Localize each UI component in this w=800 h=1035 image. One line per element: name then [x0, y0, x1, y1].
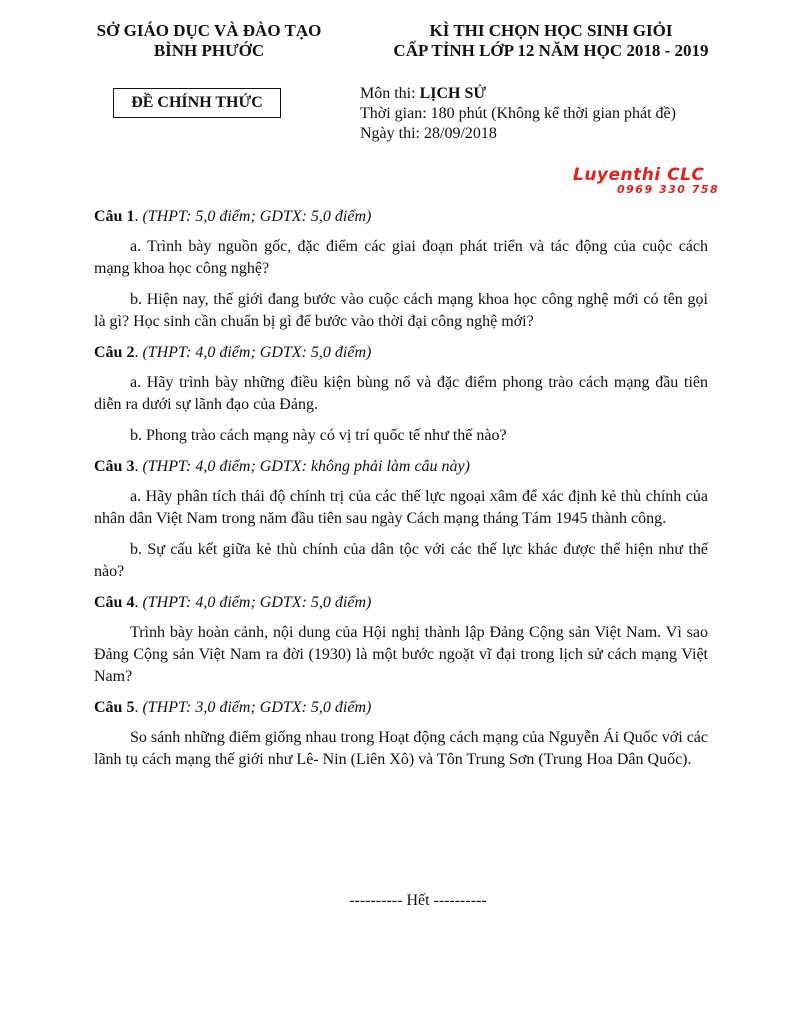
question-2-part-b: b. Phong trào cách mạng này có vị trí quốc tế như thế nào?	[130, 427, 507, 444]
subject-name: LỊCH SỬ	[419, 85, 487, 102]
exam-info	[360, 84, 676, 144]
question-4-heading: Câu 4. (THPT: 4,0 điểm; GDTX: 5,0 điểm)	[94, 594, 372, 611]
logo-phone: 0969 330 758	[617, 183, 720, 196]
subject-label: Môn thi:	[360, 85, 420, 102]
questions-list	[94, 206, 708, 780]
issuer-line-2: BÌNH PHƯỚC	[153, 41, 265, 60]
question-2-heading: Câu 2. (THPT: 4,0 điểm; GDTX: 5,0 điểm)	[94, 344, 372, 361]
issuer-header	[84, 21, 334, 61]
exam-title-line-2: CẤP TỈNH LỚP 12 NĂM HỌC 2018 - 2019	[393, 41, 709, 60]
end-marker: ---------- Hết ----------	[349, 892, 487, 909]
question-5-heading: Câu 5. (THPT: 3,0 điểm; GDTX: 5,0 điểm)	[94, 699, 372, 716]
exam-duration: Thời gian: 180 phút (Không kể thời gian phát đề)	[360, 105, 676, 122]
exam-title-header	[376, 21, 726, 61]
watermark-logo	[573, 166, 723, 196]
question-3-part-a: a. Hãy phân tích thái độ chính trị của các thế lực ngoại xâm để xác định kẻ thù chính của nhân dân Việt Nam trong năm đầu tiên sau ngày Cách mạng tháng Tám 1945 thành công.	[94, 488, 708, 527]
question-1-part-b: b. Hiện nay, thế giới đang bước vào cuộc cách mạng khoa học công nghệ mới có tên gọi là gì? Học sinh cần chuẩn bị gì để bước vào thời đại công nghệ mới?	[94, 291, 708, 330]
question-5-body: So sánh những điểm giống nhau trong Hoạt động cách mạng của Nguyễn Ái Quốc với các lãnh tụ cách mạng thế giới như Lê- Nin (Liên Xô) và Tôn Trung Sơn (Trung Hoa Dân Quốc).	[94, 729, 708, 768]
logo-brand: Luyenthi CLC	[573, 165, 705, 185]
question-3-part-b: b. Sự cấu kết giữa kẻ thù chính của dân tộc với các thế lực khác được thể hiện như thế nào?	[94, 541, 708, 580]
issuer-line-1: SỞ GIÁO DỤC VÀ ĐÀO TẠO	[96, 21, 322, 40]
question-3-heading: Câu 3. (THPT: 4,0 điểm; GDTX: không phải làm câu này)	[94, 458, 470, 475]
question-1-part-a: a. Trình bày nguồn gốc, đặc điểm các giai đoạn phát triển và tác động của cuộc cách mạng khoa học công nghệ?	[94, 238, 708, 277]
exam-date: Ngày thi: 28/09/2018	[360, 125, 497, 142]
question-4-body: Trình bày hoàn cảnh, nội dung của Hội nghị thành lập Đảng Cộng sản Việt Nam. Vì sao Đảng Cộng sản Việt Nam ra đời (1930) là một bước ngoặt vĩ đại trong lịch sử cách mạng Việt Nam?	[94, 624, 708, 685]
question-1-heading: Câu 1. (THPT: 5,0 điểm; GDTX: 5,0 điểm)	[94, 208, 372, 225]
exam-title-line-1: KÌ THI CHỌN HỌC SINH GIỎI	[429, 21, 673, 40]
question-2-part-a: a. Hãy trình bày những điều kiện bùng nổ và đặc điểm phong trào cách mạng đầu tiên diễn ra dưới sự lãnh đạo của Đảng.	[94, 374, 708, 413]
official-exam-badge: ĐỀ CHÍNH THỨC	[113, 88, 281, 118]
exam-subject-line	[360, 84, 676, 104]
